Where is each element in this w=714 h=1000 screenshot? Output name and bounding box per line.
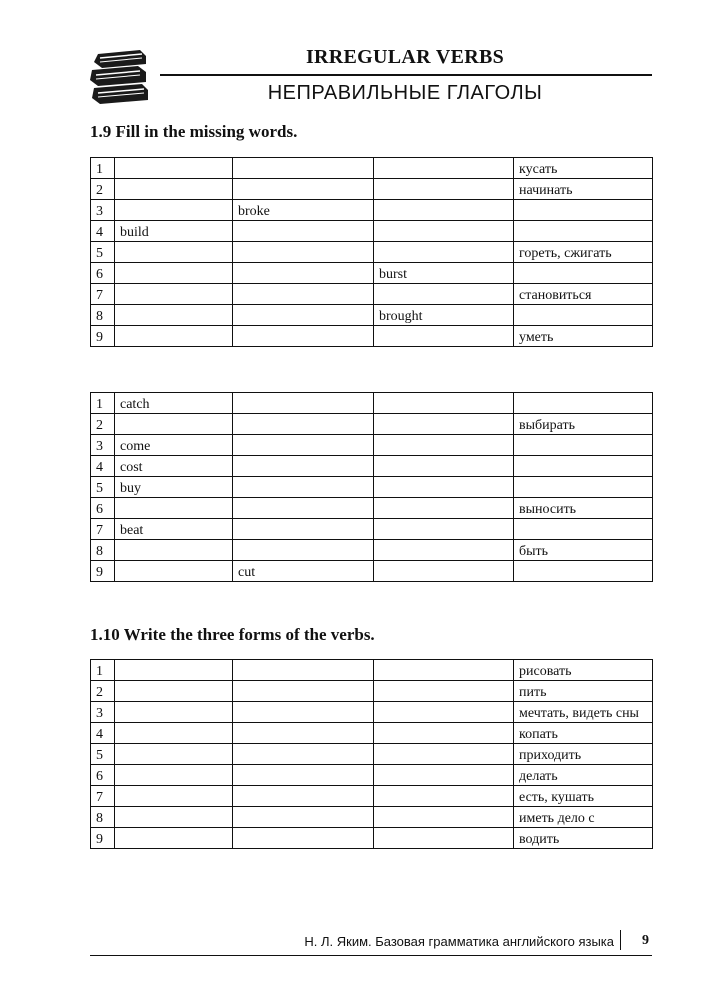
row-number: 8: [91, 305, 115, 326]
verb-form-cell[interactable]: [115, 702, 233, 723]
verb-form-cell[interactable]: [233, 723, 374, 744]
verb-form-cell[interactable]: [374, 828, 514, 849]
verb-form-cell[interactable]: [233, 498, 374, 519]
page-title-russian: НЕПРАВИЛЬНЫЕ ГЛАГОЛЫ: [267, 82, 543, 104]
table-row: [91, 723, 653, 744]
table-row: [91, 807, 653, 828]
verb-form-cell[interactable]: buy: [115, 477, 233, 498]
row-number: 5: [91, 744, 115, 765]
translation-cell[interactable]: [514, 263, 653, 284]
table-row: [91, 284, 653, 305]
books-icon: [88, 48, 150, 104]
verb-form-cell[interactable]: [374, 284, 514, 305]
verb-form-cell[interactable]: [233, 807, 374, 828]
translation-cell[interactable]: становиться: [514, 284, 653, 305]
translation-cell[interactable]: [514, 305, 653, 326]
table-row: [91, 561, 653, 582]
row-number: 8: [91, 807, 115, 828]
verb-form-cell[interactable]: [374, 414, 514, 435]
verb-form-cell[interactable]: cut: [233, 561, 374, 582]
verb-form-cell[interactable]: [115, 414, 233, 435]
translation-cell[interactable]: мечтать, видеть сны: [514, 702, 653, 723]
row-number: 2: [91, 414, 115, 435]
exercise-1-10-heading: 1.10 Write the three forms of the verbs.: [90, 625, 375, 644]
row-number: 1: [91, 158, 115, 179]
verb-form-cell[interactable]: [374, 723, 514, 744]
verb-form-cell[interactable]: [115, 200, 233, 221]
table-row: [91, 158, 653, 179]
table-row: [91, 786, 653, 807]
row-number: 7: [91, 786, 115, 807]
verb-form-cell[interactable]: [374, 519, 514, 540]
verb-form-cell[interactable]: [115, 179, 233, 200]
row-number: 6: [91, 498, 115, 519]
verb-form-cell[interactable]: [233, 765, 374, 786]
translation-cell[interactable]: [514, 561, 653, 582]
verb-form-cell[interactable]: [233, 744, 374, 765]
row-number: 6: [91, 263, 115, 284]
row-number: 4: [91, 723, 115, 744]
verb-form-cell[interactable]: [115, 540, 233, 561]
translation-cell[interactable]: кусать: [514, 158, 653, 179]
verb-form-cell[interactable]: [374, 456, 514, 477]
exercise-1-9-table-2: [90, 392, 653, 582]
verb-form-cell[interactable]: [374, 221, 514, 242]
translation-cell[interactable]: [514, 456, 653, 477]
table-row: [91, 456, 653, 477]
verb-form-cell[interactable]: burst: [374, 263, 514, 284]
translation-cell[interactable]: [514, 519, 653, 540]
verb-form-cell[interactable]: [233, 477, 374, 498]
verb-form-cell[interactable]: [233, 435, 374, 456]
verb-form-cell[interactable]: [374, 744, 514, 765]
verb-form-cell[interactable]: [115, 284, 233, 305]
table-row: [91, 498, 653, 519]
table-row: [91, 305, 653, 326]
verb-form-cell[interactable]: [233, 263, 374, 284]
table-row: [91, 435, 653, 456]
table-row: [91, 765, 653, 786]
table-row: [91, 744, 653, 765]
table-row: [91, 519, 653, 540]
verb-form-cell[interactable]: [233, 414, 374, 435]
verb-form-cell[interactable]: [233, 828, 374, 849]
translation-cell[interactable]: копать: [514, 723, 653, 744]
row-number: 3: [91, 435, 115, 456]
row-number: 9: [91, 828, 115, 849]
verb-form-cell[interactable]: [233, 456, 374, 477]
verb-form-cell[interactable]: [374, 435, 514, 456]
row-number: 9: [91, 561, 115, 582]
exercise-1-10-table: [90, 659, 653, 849]
table-row: [91, 179, 653, 200]
verb-form-cell[interactable]: [115, 681, 233, 702]
verb-form-cell[interactable]: [115, 807, 233, 828]
verb-form-cell[interactable]: [115, 786, 233, 807]
verb-form-cell[interactable]: [233, 158, 374, 179]
verb-form-cell[interactable]: [374, 807, 514, 828]
translation-cell[interactable]: рисовать: [514, 660, 653, 681]
row-number: 2: [91, 681, 115, 702]
exercise-1-9-table-1: [90, 157, 653, 347]
verb-form-cell[interactable]: [374, 540, 514, 561]
row-number: 7: [91, 284, 115, 305]
verb-form-cell[interactable]: [374, 158, 514, 179]
verb-form-cell[interactable]: [233, 681, 374, 702]
verb-form-cell[interactable]: broke: [233, 200, 374, 221]
verb-form-cell[interactable]: [115, 561, 233, 582]
verb-form-cell[interactable]: [233, 519, 374, 540]
footer-divider: [90, 955, 652, 956]
row-number: 4: [91, 221, 115, 242]
translation-cell[interactable]: уметь: [514, 326, 653, 347]
verb-form-cell[interactable]: [374, 393, 514, 414]
verb-form-cell[interactable]: [115, 305, 233, 326]
verb-form-cell[interactable]: cost: [115, 456, 233, 477]
table-row: [91, 540, 653, 561]
verb-form-cell[interactable]: [233, 660, 374, 681]
translation-cell[interactable]: быть: [514, 540, 653, 561]
verb-form-cell[interactable]: [374, 681, 514, 702]
table-row: [91, 200, 653, 221]
verb-form-cell[interactable]: [374, 498, 514, 519]
verb-form-cell[interactable]: [233, 326, 374, 347]
translation-cell[interactable]: [514, 221, 653, 242]
verb-form-cell[interactable]: [115, 158, 233, 179]
exercise-1-9-heading: 1.9 Fill in the missing words.: [90, 122, 298, 141]
verb-form-cell[interactable]: come: [115, 435, 233, 456]
verb-form-cell[interactable]: [115, 765, 233, 786]
verb-form-cell[interactable]: [233, 393, 374, 414]
row-number: 8: [91, 540, 115, 561]
verb-form-cell[interactable]: [115, 660, 233, 681]
table-row: [91, 414, 653, 435]
footer-separator: [620, 930, 621, 950]
verb-form-cell[interactable]: [233, 179, 374, 200]
verb-form-cell[interactable]: beat: [115, 519, 233, 540]
page-number: 9: [642, 933, 649, 948]
row-number: 2: [91, 179, 115, 200]
translation-cell[interactable]: [514, 200, 653, 221]
translation-cell[interactable]: иметь дело с: [514, 807, 653, 828]
verb-form-cell[interactable]: [374, 242, 514, 263]
row-number: 1: [91, 660, 115, 681]
table-row: [91, 660, 653, 681]
footer-text: Н. Л. Яким. Базовая грамматика английского языка: [304, 934, 614, 949]
row-number: 9: [91, 326, 115, 347]
table-row: [91, 828, 653, 849]
table-row: [91, 221, 653, 242]
verb-form-cell[interactable]: [115, 828, 233, 849]
verb-form-cell[interactable]: [374, 477, 514, 498]
verb-form-cell[interactable]: catch: [115, 393, 233, 414]
verb-form-cell[interactable]: [233, 221, 374, 242]
row-number: 6: [91, 765, 115, 786]
translation-cell[interactable]: есть, кушать: [514, 786, 653, 807]
verb-form-cell[interactable]: brought: [374, 305, 514, 326]
translation-cell[interactable]: [514, 435, 653, 456]
verb-form-cell[interactable]: [233, 242, 374, 263]
verb-form-cell[interactable]: [374, 326, 514, 347]
row-number: 3: [91, 702, 115, 723]
verb-form-cell[interactable]: [233, 786, 374, 807]
verb-form-cell[interactable]: [115, 498, 233, 519]
verb-form-cell[interactable]: [115, 326, 233, 347]
row-number: 3: [91, 200, 115, 221]
verb-form-cell[interactable]: [374, 702, 514, 723]
translation-cell[interactable]: начинать: [514, 179, 653, 200]
verb-form-cell[interactable]: [374, 200, 514, 221]
verb-form-cell[interactable]: [115, 723, 233, 744]
table-row: [91, 702, 653, 723]
table-row: [91, 263, 653, 284]
verb-form-cell[interactable]: [374, 179, 514, 200]
translation-cell[interactable]: пить: [514, 681, 653, 702]
translation-cell[interactable]: гореть, сжигать: [514, 242, 653, 263]
title-divider: [160, 74, 652, 76]
verb-form-cell[interactable]: [115, 744, 233, 765]
row-number: 7: [91, 519, 115, 540]
table-row: [91, 477, 653, 498]
row-number: 5: [91, 242, 115, 263]
verb-form-cell[interactable]: [233, 540, 374, 561]
verb-form-cell[interactable]: [374, 561, 514, 582]
table-row: [91, 326, 653, 347]
row-number: 4: [91, 456, 115, 477]
verb-form-cell[interactable]: [233, 702, 374, 723]
verb-form-cell[interactable]: [115, 242, 233, 263]
row-number: 1: [91, 393, 115, 414]
table-row: [91, 242, 653, 263]
verb-form-cell[interactable]: [233, 305, 374, 326]
verb-form-cell[interactable]: [374, 660, 514, 681]
row-number: 5: [91, 477, 115, 498]
translation-cell[interactable]: водить: [514, 828, 653, 849]
page-title-english: IRREGULAR VERBS: [305, 46, 505, 68]
verb-form-cell[interactable]: build: [115, 221, 233, 242]
verb-form-cell[interactable]: [374, 786, 514, 807]
translation-cell[interactable]: делать: [514, 765, 653, 786]
translation-cell[interactable]: приходить: [514, 744, 653, 765]
table-row: [91, 681, 653, 702]
table-row: [91, 393, 653, 414]
translation-cell[interactable]: выносить: [514, 498, 653, 519]
verb-form-cell[interactable]: [374, 765, 514, 786]
translation-cell[interactable]: [514, 477, 653, 498]
translation-cell[interactable]: выбирать: [514, 414, 653, 435]
verb-form-cell[interactable]: [115, 263, 233, 284]
translation-cell[interactable]: [514, 393, 653, 414]
verb-form-cell[interactable]: [233, 284, 374, 305]
